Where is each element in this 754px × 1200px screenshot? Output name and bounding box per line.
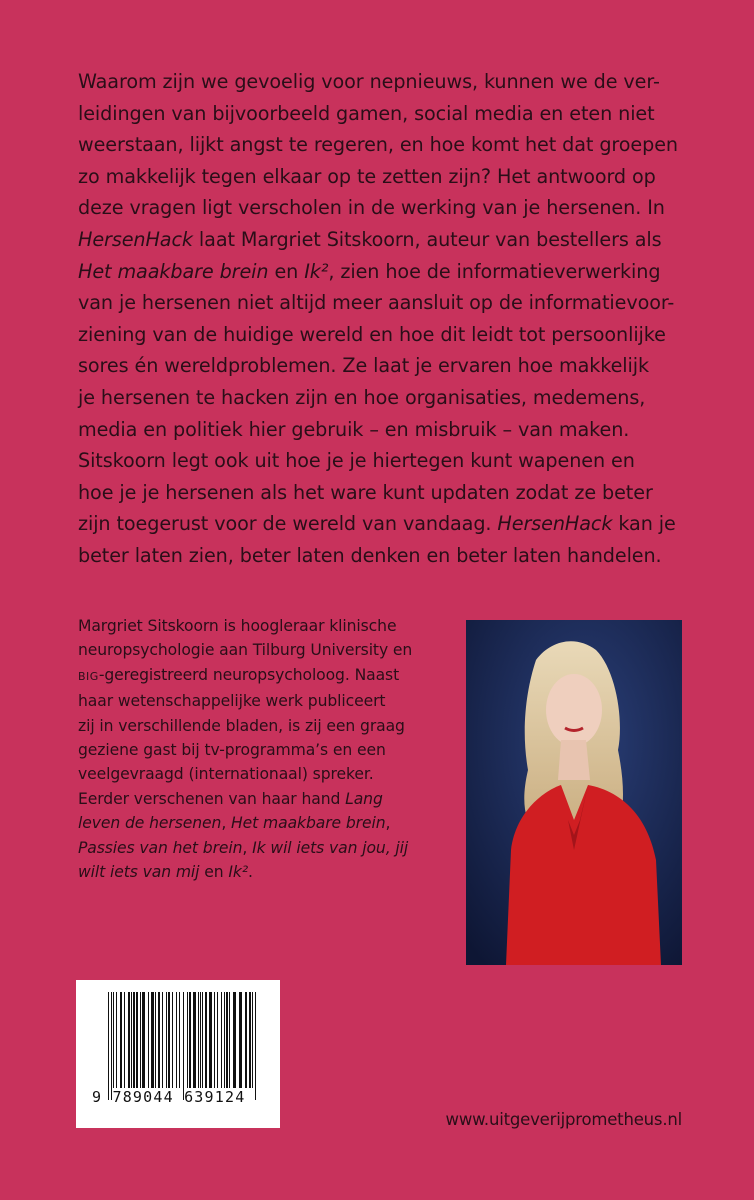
italic-title: Passies van het brein <box>78 838 243 857</box>
barcode-bar <box>252 992 253 1088</box>
barcode-bar <box>172 992 173 1088</box>
barcode-bar <box>205 992 207 1088</box>
barcode-bar <box>158 992 160 1088</box>
barcode-bar <box>255 992 256 1100</box>
barcode-bar <box>108 992 109 1100</box>
text-segment: sores én wereldproblemen. Ze laat je ervaren hoe makkelijk <box>78 354 649 378</box>
isbn-number: 9 789044 639124 <box>92 1088 246 1106</box>
blurb-line <box>78 192 718 224</box>
text-segment: media en politiek hier gebruik – en misbruik – van maken. <box>78 417 630 441</box>
barcode-bar <box>202 992 203 1088</box>
blurb-line <box>78 445 718 477</box>
text-segment: je hersenen te hacken zijn en hoe organisaties, medemens, <box>78 385 646 409</box>
barcode-bar <box>187 992 188 1088</box>
text-segment: , <box>242 838 253 857</box>
barcode-bar <box>166 992 167 1088</box>
bio-line <box>78 614 468 638</box>
barcode-bar <box>226 992 228 1088</box>
bio-line <box>78 663 468 689</box>
barcode-bar <box>189 992 191 1088</box>
text-segment: beter laten zien, beter laten denken en beter laten handelen. <box>78 543 662 567</box>
text-segment: en <box>268 259 305 283</box>
barcode-bar <box>233 992 236 1088</box>
barcode-bar <box>183 992 184 1100</box>
author-photo <box>466 620 682 965</box>
barcode-bar <box>142 992 145 1088</box>
barcode-bar <box>131 992 132 1088</box>
blurb-line <box>78 540 718 572</box>
bio-line <box>78 738 468 762</box>
text-segment: , zien hoe de informatieverwerking <box>328 259 661 283</box>
barcode-bar <box>136 992 138 1088</box>
text-segment: leidingen van bijvoorbeeld gamen, social media en eten niet <box>78 101 655 125</box>
text-segment: zijn toegerust voor de wereld van vandaag. <box>78 512 498 536</box>
barcode-bar <box>249 992 251 1088</box>
blurb-line <box>78 66 718 98</box>
barcode-bar <box>148 992 149 1088</box>
text-segment: veelgevraagd (internationaal) spreker. <box>78 765 374 784</box>
text-segment: Eerder verschenen van haar hand <box>78 789 346 808</box>
italic-title: wilt iets van mij <box>78 863 200 882</box>
blurb-line <box>78 319 718 351</box>
bio-line <box>78 714 468 738</box>
blurb-line <box>78 224 718 256</box>
italic-title: Ik wil iets van jou, jij <box>252 838 409 857</box>
barcode-bar <box>176 992 177 1088</box>
barcode-bar <box>120 992 122 1088</box>
blurb-line <box>78 508 718 540</box>
text-segment: laat Margriet Sitskoorn, auteur van bestellers als <box>192 227 662 251</box>
barcode-bar <box>245 992 247 1088</box>
text-segment: geziene gast bij tv-programma’s en een <box>78 741 386 760</box>
barcode-bar <box>193 992 196 1088</box>
bio-line <box>78 689 468 713</box>
bio-line <box>78 836 468 860</box>
text-segment: , <box>385 814 391 833</box>
bio-line <box>78 787 468 811</box>
text-segment: Margriet Sitskoorn is hoogleraar klinische <box>78 617 397 635</box>
blurb-line <box>78 382 718 414</box>
blurb-line <box>78 414 718 446</box>
author-bio <box>78 614 468 884</box>
barcode-bar <box>116 992 117 1088</box>
blurb-line <box>78 129 718 161</box>
text-segment: BIG <box>78 669 99 683</box>
italic-title: leven de hersenen <box>78 814 222 833</box>
blurb-line <box>78 98 718 130</box>
barcode-bar <box>155 992 156 1088</box>
barcode-bar <box>128 992 130 1088</box>
bio-line <box>78 860 468 884</box>
text-segment: haar wetenschappelijke werk publiceert <box>78 692 386 711</box>
barcode-bar <box>224 992 225 1088</box>
text-segment: , <box>221 814 232 833</box>
barcode-bar <box>113 992 114 1088</box>
text-segment: zo makkelijk tegen elkaar op te zetten zijn? Het antwoord op <box>78 164 656 188</box>
italic-title: HersenHack <box>78 227 193 251</box>
italic-title: Het maakbare brein <box>78 259 269 283</box>
text-segment: van je hersenen niet altijd meer aansluit op de informatievoor- <box>78 291 675 315</box>
barcode-bar <box>198 992 199 1088</box>
text-segment: kan je <box>612 512 676 536</box>
blurb-line <box>78 350 718 382</box>
barcode-bar <box>168 992 170 1088</box>
bio-line <box>78 762 468 786</box>
barcode-bar <box>229 992 230 1088</box>
barcode-bar <box>200 992 201 1088</box>
barcode-bar <box>217 992 218 1088</box>
barcode-bar <box>162 992 163 1088</box>
italic-title: Lang <box>345 789 383 808</box>
italic-title: HersenHack <box>497 512 613 536</box>
blurb-line <box>78 477 718 509</box>
barcode-bar <box>133 992 135 1088</box>
text-segment: Waarom zijn we gevoelig voor nepnieuws, kunnen we de ver- <box>78 70 660 93</box>
blurb-line <box>78 287 718 319</box>
blurb-text <box>78 66 718 572</box>
italic-title: Het maakbare brein <box>231 814 386 833</box>
text-segment: zij in verschillende bladen, is zij een graag <box>78 716 405 735</box>
text-segment: weerstaan, lijkt angst te regeren, en hoe komt het dat groepen <box>78 133 678 157</box>
text-segment: Sitskoorn legt ook uit hoe je je hiertegen kunt wapenen en <box>78 449 635 473</box>
text-segment: . <box>247 863 253 882</box>
barcode-bar <box>111 992 112 1100</box>
italic-title: Ik² <box>304 259 329 283</box>
text-segment: -geregistreerd neuropsycholoog. Naast <box>98 665 400 684</box>
barcode-bar <box>140 992 141 1088</box>
text-segment: en <box>199 863 229 882</box>
bio-line <box>78 811 468 835</box>
barcode-bar <box>239 992 242 1088</box>
barcode-bar <box>124 992 125 1088</box>
barcode-bars <box>108 992 260 1100</box>
publisher-url[interactable]: www.uitgeverijprometheus.nl <box>445 1110 682 1129</box>
text-segment: ziening van de huidige wereld en hoe dit leidt tot persoonlijke <box>78 322 666 346</box>
text-segment: neuropsychologie aan Tilburg University en <box>78 641 413 660</box>
text-segment: deze vragen ligt verscholen in de werking van je hersenen. In <box>78 196 665 220</box>
blurb-line <box>78 256 718 288</box>
barcode-bar <box>209 992 212 1088</box>
barcode-bar <box>221 992 222 1088</box>
blurb-line <box>78 161 718 193</box>
barcode-bar <box>214 992 215 1088</box>
text-segment: hoe je je hersenen als het ware kunt updaten zodat ze beter <box>78 480 653 504</box>
italic-title: Ik² <box>228 863 248 882</box>
barcode-bar <box>151 992 154 1088</box>
bio-line <box>78 638 468 662</box>
barcode-bar <box>179 992 180 1088</box>
barcode <box>76 980 280 1128</box>
